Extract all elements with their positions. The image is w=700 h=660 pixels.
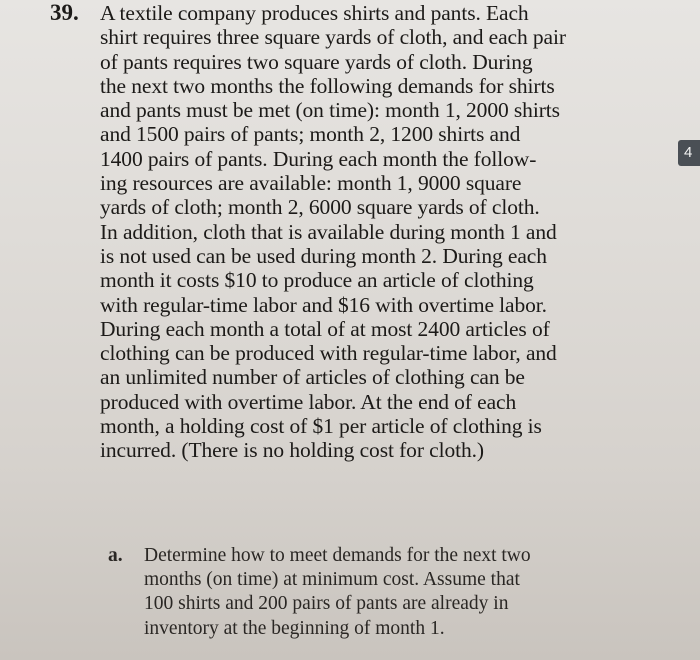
chapter-edge-tab: 4 xyxy=(678,140,700,166)
problem-line: yards of cloth; month 2, 6000 square yards of cloth. xyxy=(100,195,540,220)
problem-statement xyxy=(100,1,645,463)
problem-line: and 1500 pairs of pants; month 2, 1200 shirts and xyxy=(100,122,521,147)
problem-line: clothing can be produced with regular-time labor, and xyxy=(100,341,557,366)
problem-line: 1400 pairs of pants. During each month the follow- xyxy=(100,146,537,171)
part-a-line: Determine how to meet demands for the next two xyxy=(144,545,531,566)
problem-line: an unlimited number of articles of clothing can be xyxy=(100,365,525,390)
problem-line: month it costs $10 to produce an article of clothing xyxy=(100,268,534,293)
problem-line: is not used can be used during month 2. During each xyxy=(100,243,547,268)
part-a-text xyxy=(144,544,628,641)
part-a-line: inventory at the beginning of month 1. xyxy=(144,617,445,639)
problem-line: produced with overtime labor. At the end of each xyxy=(100,389,517,414)
problem-line: of pants requires two square yards of cloth. During xyxy=(100,49,533,74)
problem-line: month, a holding cost of $1 per article of clothing is xyxy=(100,414,542,439)
problem-line: incurred. (There is no holding cost for cloth.) xyxy=(100,438,484,463)
problem-line: and pants must be met (on time): month 1, 2000 shirts xyxy=(100,98,560,123)
problem-line: the next two months the following demands for shirts xyxy=(100,73,555,98)
part-a-line: 100 shirts and 200 pairs of pants are already in xyxy=(144,593,509,615)
part-a-label: a. xyxy=(108,545,123,566)
problem-line: shirt requires three square yards of cloth, and each pair xyxy=(100,25,566,50)
problem-line: During each month a total of at most 2400 articles of xyxy=(100,316,550,341)
problem-line: In addition, cloth that is available during month 1 and xyxy=(100,219,557,244)
problem-line: with regular-time labor and $16 with overtime labor. xyxy=(100,292,547,317)
problem-number: 39. xyxy=(50,0,79,25)
part-a-line: months (on time) at minimum cost. Assume that xyxy=(144,569,520,591)
problem-line: ing resources are available: month 1, 9000 square xyxy=(100,171,522,196)
problem-line: A textile company produces shirts and pants. Each xyxy=(100,1,529,25)
part-a xyxy=(108,544,628,641)
